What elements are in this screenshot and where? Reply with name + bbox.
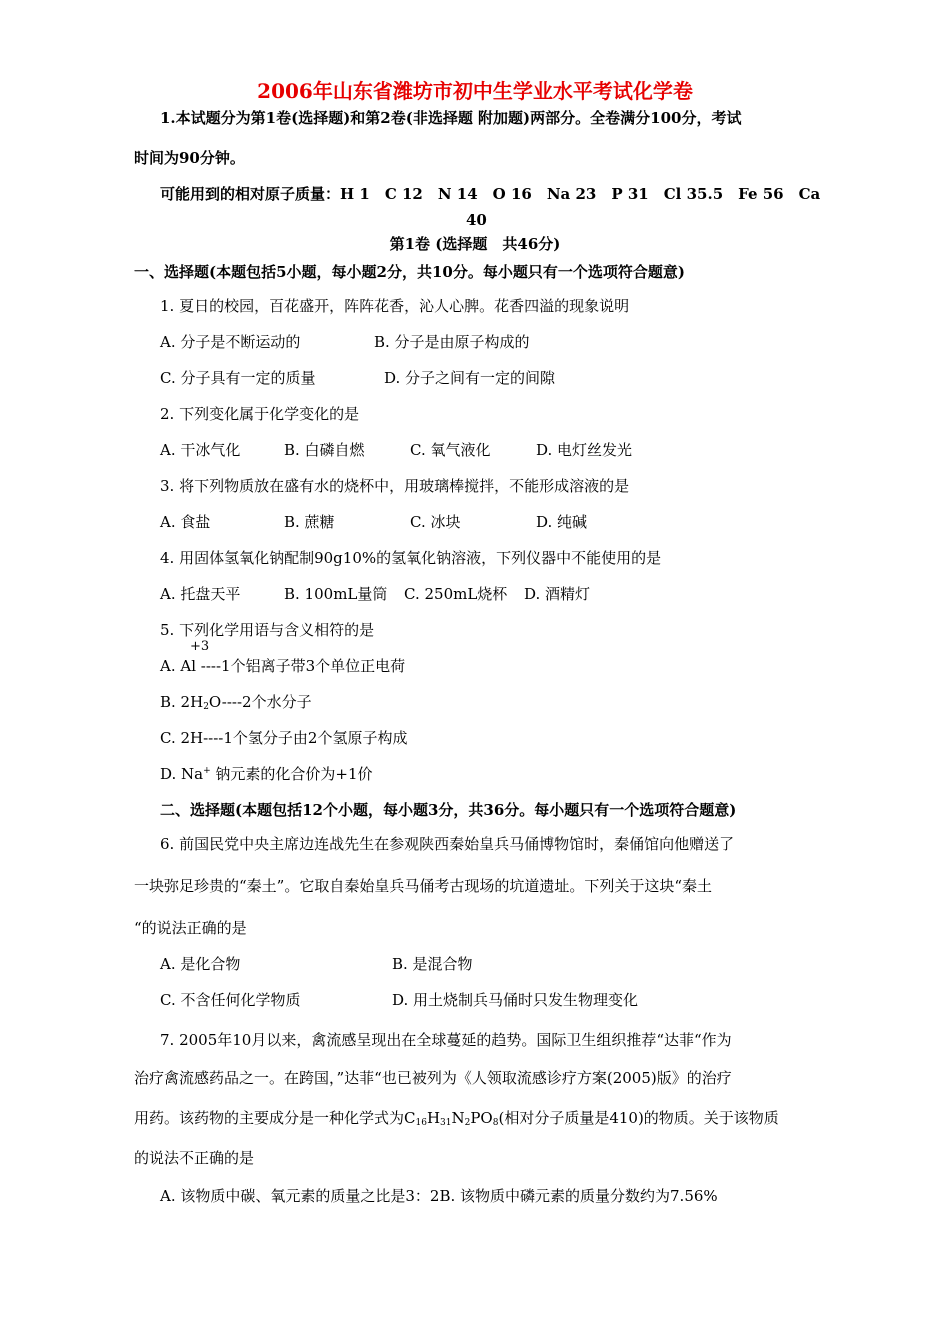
q3-stem: 3. 将下列物质放在盛有水的烧杯中，用玻璃棒搅拌，不能形成溶液的是 bbox=[160, 477, 630, 495]
q5-b-text: O----2个水分子 bbox=[208, 693, 312, 711]
q5-stem: 5. 下列化学用语与含义相符的是 bbox=[160, 621, 375, 639]
q6-stem-line-1: 6. 前国民党中央主席边连战先生在参观陕西秦始皇兵马俑博物馆时，秦俑馆向他赠送了 bbox=[160, 835, 735, 853]
formula-o-count: 8 bbox=[492, 1118, 499, 1128]
q5-option-b bbox=[160, 692, 312, 712]
q7-stem-line-2: 治疗禽流感药品之一。在跨国，”达菲“也已被列为《人领取流感诊疗方案(2005)版》的治疗 bbox=[134, 1069, 732, 1087]
q4-option-d: D. 酒精灯 bbox=[524, 585, 591, 603]
q4-option-a: A. 托盘天平 bbox=[160, 585, 241, 603]
q7-stem-line-1: 7. 2005年10月以来，禽流感呈现出在全球蔓延的趋势。国际卫生组织推荐“达菲“作为 bbox=[160, 1031, 732, 1049]
q2-stem: 2. 下列变化属于化学变化的是 bbox=[160, 405, 360, 423]
q7-stem-post: (相对分子质量是410)的物质。关于该物质 bbox=[498, 1109, 779, 1127]
q5-d-text: 钠元素的化合价为+1价 bbox=[210, 765, 373, 783]
formula-h-count: 31 bbox=[440, 1118, 452, 1128]
q3-option-a: A. 食盐 bbox=[160, 513, 211, 531]
q1-option-a: A. 分子是不断运动的 bbox=[160, 333, 301, 351]
q2-option-c: C. 氧气液化 bbox=[410, 441, 491, 459]
q6-option-c: C. 不含任何化学物质 bbox=[160, 991, 301, 1009]
q1-option-d: D. 分子之间有一定的间隙 bbox=[384, 369, 556, 387]
formula-n-count: 2 bbox=[464, 1118, 471, 1128]
q4-option-c: C. 250mL烧杯 bbox=[404, 585, 508, 603]
q6-option-b: B. 是混合物 bbox=[392, 955, 473, 973]
instructions-line-1: 1.本试题分为第1卷(选择题)和第2卷(非选择题 附加题)两部分。全卷满分100分，考试 bbox=[160, 109, 742, 127]
q1-stem: 1. 夏日的校园，百花盛开，阵阵花香，沁人心脾。花香四溢的现象说明 bbox=[160, 297, 630, 315]
formula-n: N bbox=[451, 1109, 465, 1127]
instructions-line-2: 时间为90分钟。 bbox=[134, 149, 245, 167]
q3-option-b: B. 蔗糖 bbox=[284, 513, 335, 531]
atomic-mass-line-1: 可能用到的相对原子质量：H 1 C 12 N 14 O 16 Na 23 P 31 Cl 35.5 Fe 56 Ca bbox=[160, 185, 821, 203]
q3-option-c: C. 冰块 bbox=[410, 513, 461, 531]
q2-option-a: A. 干冰气化 bbox=[160, 441, 241, 459]
q1-option-c: C. 分子具有一定的质量 bbox=[160, 369, 316, 387]
q4-option-b: B. 100mL量筒 bbox=[284, 585, 388, 603]
q5-option-a bbox=[160, 656, 405, 676]
q6-stem-line-2: 一块弥足珍贵的“秦土”。它取自秦始皇兵马俑考古现场的坑道遗址。下列关于这块“秦土 bbox=[134, 877, 713, 895]
q7-stem-line-3 bbox=[134, 1108, 779, 1128]
q5-d-prefix: D. Na bbox=[160, 765, 204, 783]
q3-option-d: D. 纯碱 bbox=[536, 513, 588, 531]
q5-b-prefix: B. 2H bbox=[160, 693, 204, 711]
q2-option-d: D. 电灯丝发光 bbox=[536, 441, 633, 459]
q5-a-text: ----1个铝离子带3个单位正电荷 bbox=[196, 657, 406, 675]
q5-option-d bbox=[160, 764, 373, 784]
q2-option-b: B. 白磷自燃 bbox=[284, 441, 365, 459]
formula-po: PO bbox=[470, 1109, 493, 1127]
q7-options-ab: A. 该物质中碳、氧元素的质量之比是3：2B. 该物质中磷元素的质量分数约为7.56% bbox=[160, 1187, 718, 1205]
q5-a-valence-mark: +3 bbox=[190, 639, 210, 654]
atomic-mass-line-2: 40 bbox=[466, 211, 487, 229]
formula-h: H bbox=[426, 1109, 441, 1127]
part2-heading: 二、选择题(本题包括12个小题，每小题3分，共36分。每小题只有一个选项符合题意) bbox=[160, 801, 737, 819]
q6-stem-line-3: “的说法正确的是 bbox=[134, 919, 247, 937]
q4-stem: 4. 用固体氢氧化钠配制90g10%的氢氧化钠溶液，下列仪器中不能使用的是 bbox=[160, 549, 662, 567]
part1-heading: 一、选择题(本题包括5小题，每小题2分，共10分。每小题只有一个选项符合题意) bbox=[134, 263, 685, 281]
q7-stem-line-4: 的说法不正确的是 bbox=[134, 1149, 255, 1167]
q5-b-subscript: 2 bbox=[203, 702, 209, 712]
q5-option-c: C. 2H----1个氢分子由2个氢原子构成 bbox=[160, 729, 408, 747]
q7-stem-pre: 用药。该药物的主要成分是一种化学式为C bbox=[134, 1109, 416, 1127]
volume-heading: 第1卷 (选择题 共46分) bbox=[389, 235, 561, 253]
q6-option-a: A. 是化合物 bbox=[160, 955, 241, 973]
page-title: 2006年山东省潍坊市初中生学业水平考试化学卷 bbox=[257, 79, 693, 103]
q5-a-prefix: A. Al bbox=[160, 657, 196, 675]
q5-d-superscript: + bbox=[203, 766, 211, 776]
q1-option-b: B. 分子是由原子构成的 bbox=[374, 333, 530, 351]
formula-c-count: 16 bbox=[415, 1118, 427, 1128]
q6-option-d: D. 用土烧制兵马俑时只发生物理变化 bbox=[392, 991, 639, 1009]
